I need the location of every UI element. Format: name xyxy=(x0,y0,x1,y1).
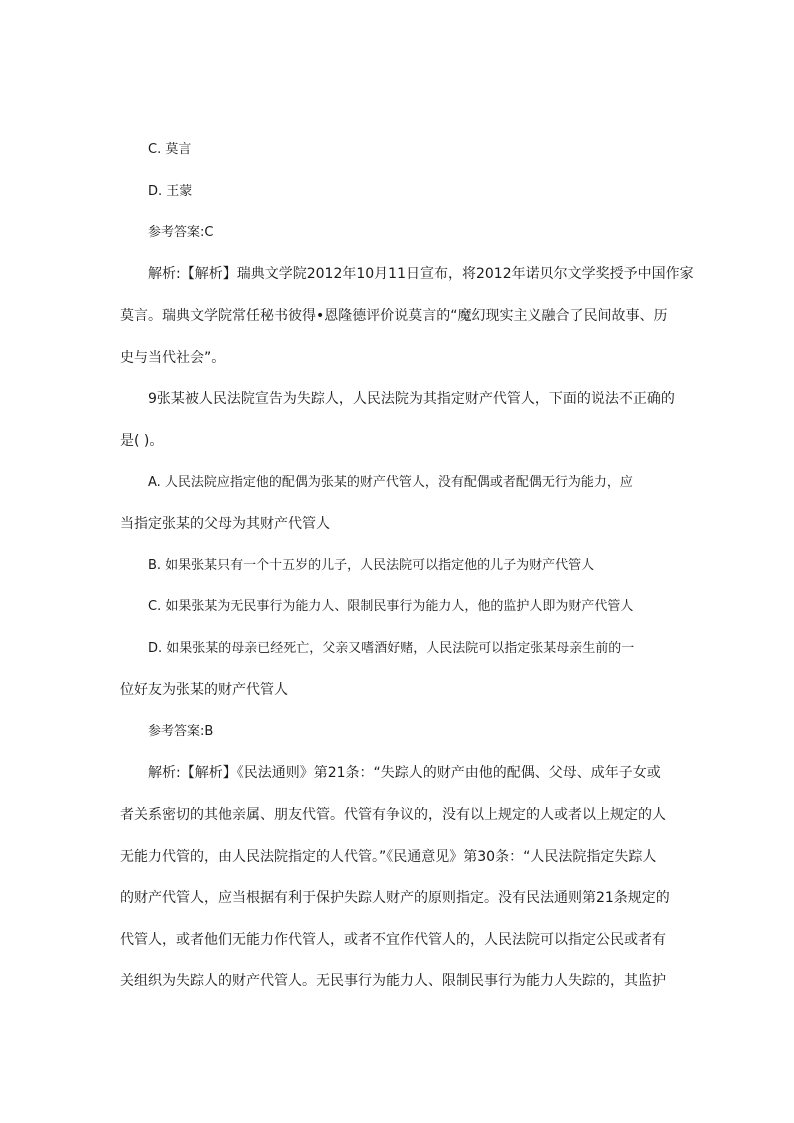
q9-question-line: 是( )。 xyxy=(120,433,164,449)
q9-explanation-line: 者关系密切的其他亲属、朋友代管。代管有争议的，没有以上规定的人或者以上规定的人 xyxy=(120,807,666,823)
q9-answer: 参考答案:B xyxy=(148,724,214,739)
q9-explanation-line: 代管人，或者他们无能力作代管人，或者不宜作代管人的，人民法院可以指定公民或者有 xyxy=(120,932,666,948)
q8-option-d: D. 王蒙 xyxy=(148,184,193,199)
q9-option-c: C. 如果张某为无民事行为能力人、限制民事行为能力人，他的监护人即为财产代管人 xyxy=(148,599,634,614)
q9-option-d-line: 位好友为张某的财产代管人 xyxy=(120,682,288,698)
q8-answer: 参考答案:C xyxy=(148,225,214,240)
q9-explanation-line: 无能力代管的，由人民法院指定的人代管。”《民通意见》第30条：“人民法院指定失踪人 xyxy=(120,849,657,865)
q9-question-line: 9张某被人民法院宣告为失踪人，人民法院为其指定财产代管人，下面的说法不正确的 xyxy=(148,391,675,407)
q9-explanation-line: 关组织为失踪人的财产代管人。无民事行为能力人、限制民事行为能力人失踪的，其监护 xyxy=(120,973,666,989)
q9-explanation-line: 解析:【解析】《民法通则》第21条：“失踪人的财产由他的配偶、父母、成年子女或 xyxy=(148,765,661,781)
q9-option-a-line: 当指定张某的父母为其财产代管人 xyxy=(120,516,330,532)
q8-option-c: C. 莫言 xyxy=(148,142,192,157)
q8-explanation-line: 莫言。瑞典文学院常任秘书彼得•恩隆德评价说莫言的“魔幻现实主义融合了民间故事、历 xyxy=(120,308,668,324)
q8-explanation-line: 解析:【解析】瑞典文学院2012年10月11日宣布，将2012年诺贝尔文学奖授予中国作家 xyxy=(148,266,694,282)
q9-option-b: B. 如果张某只有一个十五岁的儿子，人民法院可以指定他的儿子为财产代管人 xyxy=(148,558,595,573)
q9-option-d-line: D. 如果张某的母亲已经死亡，父亲又嗜酒好赌，人民法院可以指定张某母亲生前的一 xyxy=(148,641,635,656)
q9-explanation-line: 的财产代管人，应当根据有利于保护失踪人财产的原则指定。没有民法通则第21条规定的 xyxy=(120,890,670,906)
q8-explanation-line: 史与当代社会”。 xyxy=(120,350,226,366)
q9-option-a-line: A. 人民法院应指定他的配偶为张某的财产代管人，没有配偶或者配偶无行为能力，应 xyxy=(148,475,633,490)
